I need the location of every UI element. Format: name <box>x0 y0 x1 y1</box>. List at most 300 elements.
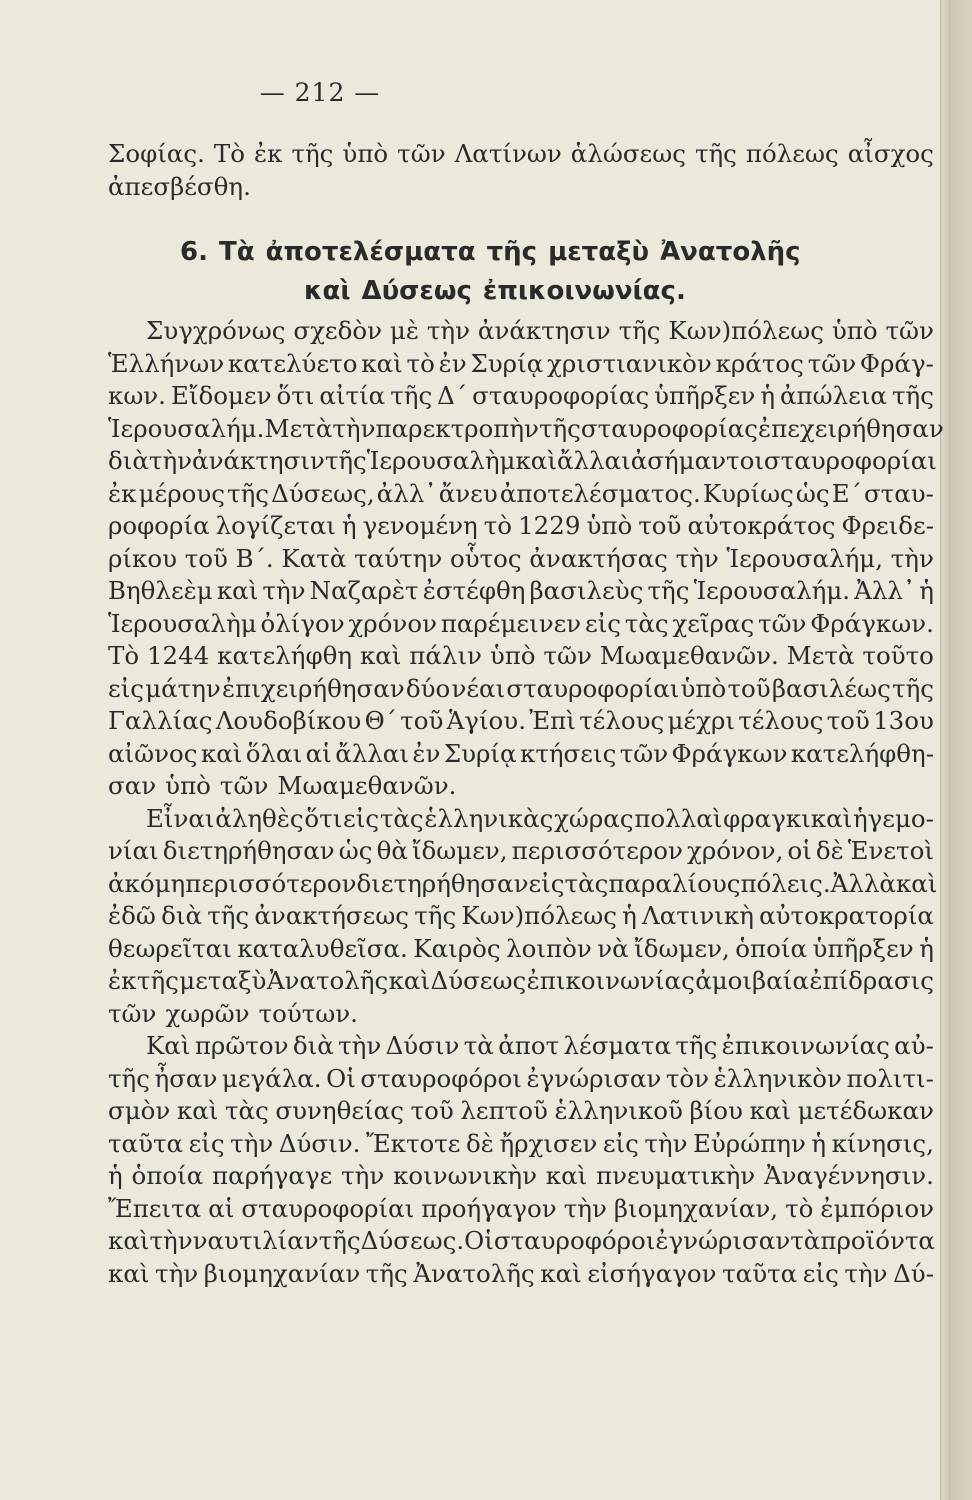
word: τῶν <box>885 316 934 345</box>
text-line <box>108 705 934 738</box>
word: Ἔπειτα <box>108 1193 202 1223</box>
word: Ἔκτοτε <box>365 1128 461 1158</box>
text-line <box>108 445 937 478</box>
word: ἐκ <box>253 139 283 168</box>
word: καὶ <box>108 1258 150 1288</box>
word: καὶ <box>108 1226 150 1255</box>
word: τῆς <box>207 901 250 930</box>
word: καὶ <box>216 576 259 605</box>
word: καὶ <box>540 1258 582 1288</box>
word: Δύσεως <box>430 966 527 995</box>
word: ἐκ <box>108 478 137 508</box>
word: βιομηχανίαν <box>203 1258 361 1288</box>
word: τὰς <box>224 1096 269 1125</box>
word: Συγχρόνως <box>146 316 286 345</box>
word: λοιπὸν <box>506 933 592 963</box>
word: παρήγαγε <box>212 1161 333 1190</box>
text-line <box>108 933 934 966</box>
word: τὸ <box>406 348 435 378</box>
word: ἐδῶ <box>108 901 156 930</box>
word: τῆς <box>618 316 661 345</box>
word: τὴν <box>332 413 376 443</box>
word: ἡ <box>811 1128 827 1158</box>
word: βιομηχανίαν, <box>613 1193 779 1223</box>
word: ἐπιχειρήθησαν <box>222 673 405 703</box>
word: ἴδωμεν, <box>634 933 730 963</box>
word: δὲ <box>815 836 844 865</box>
word: Τὰ <box>218 237 255 267</box>
word: τὸν <box>665 1063 710 1093</box>
word: φραγκικαὶ <box>723 803 853 833</box>
word: τὴν <box>262 576 306 605</box>
text-line <box>108 868 938 901</box>
word: τῆς <box>227 478 270 508</box>
word: αἰτία <box>319 381 386 410</box>
word: ἤρχισεν <box>499 1128 598 1158</box>
word: μέχρι <box>667 706 735 735</box>
word: ἀποτ <box>498 1031 560 1060</box>
word: νίαι <box>108 836 159 865</box>
word: ἡ <box>760 381 775 410</box>
word: Τὸ <box>108 641 140 670</box>
word: διὰ <box>161 901 202 930</box>
word: καὶ <box>545 1161 588 1190</box>
text-line <box>108 608 934 641</box>
word: διετηρήθησαν <box>356 868 529 898</box>
word: ἀνάκτησιν <box>192 446 325 475</box>
word: νέαι <box>451 673 506 703</box>
word: συνηθείας <box>275 1096 404 1125</box>
text-line <box>108 1160 934 1193</box>
word: ὑπῆρξεν <box>812 933 914 963</box>
word: Ἀνατολῆς <box>266 966 389 995</box>
word: ἀσήμαντοι <box>630 446 764 475</box>
word: μεταξὺ <box>179 966 267 995</box>
word: ἀλλ᾽ <box>376 478 437 508</box>
word: Συρίᾳ <box>443 738 517 768</box>
word: τὴν <box>844 1258 888 1288</box>
text-line <box>108 673 934 706</box>
word: ἡ <box>341 511 357 540</box>
word: εἰς <box>602 1128 639 1158</box>
word: Καὶ <box>146 1031 191 1060</box>
word: Λατίνων <box>454 139 562 168</box>
word: τῆς <box>324 446 367 475</box>
word: Λατινικὴ <box>642 901 754 930</box>
word: προϊόντα <box>820 1226 935 1255</box>
word: αἱ <box>305 738 332 768</box>
word: καὶ <box>515 446 557 475</box>
word: αὐτοκρατορία <box>759 901 934 930</box>
word: παραλίους <box>608 868 741 898</box>
word: Ἱερουσαλὴμ <box>366 446 516 475</box>
word: ὑπὸ <box>586 511 633 540</box>
text-line <box>108 510 934 543</box>
word: χώρας <box>554 803 634 833</box>
word: ἦσαν <box>154 1063 218 1093</box>
word: ὁποία <box>131 1161 204 1190</box>
text-line <box>108 575 934 608</box>
word: ἡ <box>919 933 934 963</box>
word: Ε΄ <box>831 478 862 508</box>
word: Μετὰ <box>264 413 333 443</box>
word: αἰῶνος <box>108 738 198 768</box>
word: σταυροφορίας <box>580 413 758 443</box>
word: ἀληθὲς <box>215 803 304 833</box>
word: ἀπώλεια <box>779 381 887 410</box>
word: ὡς <box>795 478 830 508</box>
word: Εἴδομεν <box>170 381 272 410</box>
word: 1244 <box>146 641 210 670</box>
text-line <box>108 1128 934 1161</box>
word: τὴν <box>563 1193 607 1223</box>
word: σταυροφόροι <box>493 1226 656 1255</box>
word: τῶν <box>397 139 446 168</box>
word: σταυ- <box>863 478 934 508</box>
word: κων. <box>108 381 166 410</box>
word: κτήσεις <box>520 738 617 768</box>
word: ἐστέφθη <box>422 576 526 605</box>
section-heading-line <box>108 272 934 311</box>
word: τὰς <box>624 608 669 638</box>
word: χρόνον <box>348 608 437 638</box>
word: Κατὰ <box>281 543 347 573</box>
word: ὑπῆρξεν <box>654 381 756 410</box>
word: σταυροφορίαι <box>763 446 937 475</box>
word: αἶσχος <box>847 139 934 168</box>
word: πάλιν <box>409 641 482 670</box>
word: Τὸ <box>213 139 245 168</box>
word: σχεδὸν <box>293 316 383 345</box>
word: Κων)πόλεως <box>461 901 617 930</box>
text-line <box>108 1193 934 1226</box>
word: διὰ <box>108 446 149 475</box>
word: ἐγνώρισαν <box>655 1226 791 1255</box>
word: τῆς <box>365 1258 408 1288</box>
word: αὐτοκράτος <box>687 511 836 540</box>
word: τῆς <box>891 381 934 410</box>
word: διὰ <box>292 1031 334 1060</box>
word: Γαλλίας <box>108 706 213 735</box>
word: πνευματικὴν <box>596 1161 756 1190</box>
word: τὴν <box>149 1226 193 1255</box>
section-heading-line <box>108 233 934 272</box>
word: θὰ <box>376 836 408 865</box>
word: ἀπεσβέσθη. <box>108 171 251 201</box>
word: Κυρίως <box>702 478 794 508</box>
word: 13ου <box>873 706 934 735</box>
text-line <box>108 900 934 933</box>
word: τῆς <box>291 139 334 168</box>
word: λέσματα <box>563 1031 671 1060</box>
word: θεωρεῖται <box>108 933 232 963</box>
word: 1229 <box>518 511 581 540</box>
word: πρῶτον <box>194 1031 289 1060</box>
word: σταυροφόροι <box>360 1063 522 1093</box>
word: εἰς <box>188 1128 225 1158</box>
word: Φράγ- <box>859 348 934 378</box>
text-line <box>108 1030 934 1063</box>
word: προήγαγον <box>421 1193 557 1223</box>
word: ταύτην <box>354 543 443 573</box>
word: περισσότερον <box>185 868 357 898</box>
word: τῆς <box>892 673 934 703</box>
word: εἰσήγαγον <box>587 1258 717 1288</box>
word: τοῦ <box>638 511 682 540</box>
word: τῆς <box>675 1031 718 1060</box>
word: τῆς <box>390 381 433 410</box>
word: τῶν <box>807 348 857 378</box>
word: σταυροφορίαι <box>506 673 680 703</box>
word: Δ΄ <box>437 381 468 410</box>
word: ἑλληνικοῦ <box>554 1096 683 1125</box>
word: Ἑνετοὶ <box>847 836 934 865</box>
word: τούτων. <box>258 998 358 1028</box>
word: καὶ <box>176 1096 219 1125</box>
word: ὑπὸ <box>489 641 536 670</box>
word: τῆς <box>647 576 690 605</box>
word: ναυτιλίαν <box>192 1226 319 1255</box>
word: κίνησις, <box>831 1128 934 1158</box>
word: τὴν <box>155 1258 199 1288</box>
word: Θ΄ <box>364 706 397 735</box>
word: διετηρήθησαν <box>162 836 335 865</box>
word: Ἱερουσαλὴμ <box>108 608 257 638</box>
word: τὴν <box>890 543 934 573</box>
word: παρεκτροπὴν <box>375 413 539 443</box>
word: σμὸν <box>108 1096 171 1125</box>
text-line <box>108 998 934 1031</box>
word: πολλαὶ <box>634 803 723 833</box>
word: Ἑλλήνων <box>108 348 225 378</box>
word: τοῦ <box>410 1096 454 1125</box>
text-line <box>108 478 934 511</box>
word: 6. <box>180 237 208 267</box>
word: Ἱερουσαλήμ. <box>108 413 265 443</box>
word: Ἀναγέννησιν. <box>763 1161 934 1190</box>
word: ταῦτα <box>108 1128 184 1158</box>
word: Μωαμεθανῶν. <box>599 641 779 670</box>
word: Φράγκων. <box>810 608 934 638</box>
word: τῆς <box>694 139 737 168</box>
word: τῶν <box>543 641 592 670</box>
word: ἀνακτήσεως <box>254 901 410 930</box>
word: Ἁγίου. <box>446 706 526 735</box>
word: καὶ <box>359 641 402 670</box>
word: τὴν <box>148 446 193 475</box>
word: τοῦ <box>727 673 771 703</box>
text-line <box>108 413 944 446</box>
word: τὴν <box>644 1128 688 1158</box>
text-line <box>108 380 934 413</box>
word: καὶ <box>895 868 938 898</box>
word: καὶ <box>749 1096 791 1125</box>
word: ἐν <box>412 738 441 768</box>
word: Εὐρώπην <box>693 1128 806 1158</box>
word: περισσότερον <box>511 836 683 865</box>
word: χεῖρας <box>672 608 755 638</box>
word: κατελήφθη <box>217 641 353 670</box>
word: Δύσιν. <box>278 1128 361 1158</box>
word: τὴν <box>675 543 719 573</box>
word: ἴδωμεν, <box>411 836 508 865</box>
word: σταυροφορίας <box>472 381 650 410</box>
text-line <box>108 1095 934 1128</box>
word: τοῦτο <box>862 641 934 670</box>
text-line <box>108 1225 934 1258</box>
word: χριστιανικὸν <box>547 348 712 378</box>
word: Δύσεως.Οἱ <box>360 1226 494 1255</box>
word: μάτην <box>145 673 221 703</box>
word: μεγάλα. <box>221 1063 322 1093</box>
text-line <box>108 803 934 836</box>
word: λεπτοῦ <box>460 1096 548 1125</box>
word: τῆς <box>136 966 179 995</box>
text-line <box>108 965 934 998</box>
word: Ἀνατολῆς <box>413 1258 535 1288</box>
text-line <box>108 835 934 868</box>
word: ἐκ <box>108 966 137 995</box>
word: ἄνευ <box>438 478 498 508</box>
word: καὶ <box>388 966 431 995</box>
word: νὰ <box>597 933 629 963</box>
word: Οἱ <box>326 1063 356 1093</box>
word: ἐπίδρασις <box>809 966 934 995</box>
word: Λουδοβίκου <box>215 706 362 735</box>
word: ὅτι <box>276 381 315 410</box>
word: ὑπὸ <box>165 771 211 800</box>
word: τὰς <box>564 868 609 898</box>
word: Ναζαρὲτ <box>309 576 419 605</box>
word: τῆς <box>318 1226 361 1255</box>
word: ἀνάκτησιν <box>477 316 611 345</box>
word: ἐν <box>438 348 467 378</box>
word: ὡς <box>338 836 373 865</box>
word: γενομένη <box>362 511 478 540</box>
word: εἰς <box>108 673 145 703</box>
text-line <box>108 348 934 381</box>
word: Ἀλλ᾽ <box>854 576 916 605</box>
word: τὴν <box>426 316 471 345</box>
word: κράτος <box>715 348 804 378</box>
word: ἀποτελέσματα <box>265 237 476 267</box>
word: καὶ <box>361 348 403 378</box>
word: τῶν <box>108 998 157 1028</box>
word: αὐ- <box>894 1031 934 1060</box>
word: τέλους <box>579 706 665 735</box>
word: βασιλέως <box>771 673 891 703</box>
word: Ἐπὶ <box>529 706 576 735</box>
word: εἰς <box>584 608 622 638</box>
word: ὁποία <box>735 933 808 963</box>
word: ὅλαι <box>245 738 303 768</box>
word: τὴν <box>341 1161 385 1190</box>
word: αἱ <box>208 1193 235 1223</box>
word: ἡ <box>108 1161 123 1190</box>
word: ἡ <box>622 901 637 930</box>
text-line <box>108 315 934 348</box>
word: τὸ <box>483 511 513 540</box>
word: ὑπὸ <box>342 139 389 168</box>
word: ἐπικοινωνίας <box>721 1031 890 1060</box>
word: ἐπικοινωνίας. <box>482 276 686 306</box>
word: τῶν <box>619 738 669 768</box>
word: βασιλεὺς <box>529 576 644 605</box>
word: Ἱερουσαλήμ, <box>726 543 883 573</box>
word: τῆς <box>486 237 538 267</box>
word: Κων)πόλεως <box>668 316 824 345</box>
word: ἑλληνικὸν <box>713 1063 842 1093</box>
word: μέρους <box>138 478 225 508</box>
word: ὅτι <box>304 803 343 833</box>
text-line <box>108 138 934 171</box>
word: ἄλλαι <box>335 738 409 768</box>
page-binding-line <box>948 0 951 1500</box>
word: μὲ <box>389 316 419 345</box>
word: καὶ <box>200 738 243 768</box>
word: Σοφίας. <box>108 139 205 168</box>
word: Βηθλεὲμ <box>108 576 213 605</box>
page-number: — 212 — <box>259 78 381 107</box>
word: τοῦ <box>400 706 444 735</box>
word: τέλους <box>738 706 824 735</box>
word: τὰ <box>463 1031 494 1060</box>
word: πόλεως <box>745 139 839 168</box>
word: καὶ <box>304 276 351 306</box>
word: τῆς <box>414 901 457 930</box>
word: ἀνακτήσας <box>529 543 668 573</box>
word: ἄλλαι <box>556 446 631 475</box>
word: δύο <box>405 673 451 703</box>
word: Ἀνατολῆς <box>660 237 801 267</box>
word: εἰς <box>802 1258 839 1288</box>
word: Δύσεως, <box>271 478 375 508</box>
word: Δύ- <box>893 1258 934 1288</box>
word: χρόνον, <box>687 836 784 865</box>
word: μετέδωκαν <box>797 1096 934 1125</box>
word: ἡ <box>919 576 934 605</box>
word: κοινωνικὴν <box>393 1161 537 1190</box>
text-line <box>108 1258 934 1291</box>
word: ἐγνώρισαν <box>526 1063 662 1093</box>
word: ἀποτελέσματος. <box>499 478 701 508</box>
word: παρέμεινεν <box>440 608 582 638</box>
word: πολιτι- <box>846 1063 934 1093</box>
word: βίου <box>689 1096 743 1125</box>
word: Μετὰ <box>786 641 855 670</box>
word: μεταξὺ <box>548 237 650 267</box>
word: τὰ <box>790 1226 821 1255</box>
text-line <box>108 770 934 803</box>
word: σαν <box>108 771 157 800</box>
word: ἐμπόριον <box>820 1193 934 1223</box>
word: ἑλληνικὰς <box>424 803 554 833</box>
word: Φράγκων <box>671 738 788 768</box>
word: ροφορία <box>108 511 210 540</box>
adjacent-page-edge <box>940 0 972 1500</box>
word: τὴν <box>230 1128 274 1158</box>
word: ἡγεμο- <box>852 803 934 833</box>
text-line <box>108 1063 934 1096</box>
word: εἰς <box>528 868 565 898</box>
word: ἀμοιβαία <box>695 966 809 995</box>
word: τῶν <box>219 771 269 800</box>
word: οἱ <box>787 836 812 865</box>
word: Συρίᾳ <box>470 348 544 378</box>
word: ἀκόμη <box>108 868 186 898</box>
word: τὸ <box>785 1193 814 1223</box>
word: κατελύετο <box>227 348 358 378</box>
